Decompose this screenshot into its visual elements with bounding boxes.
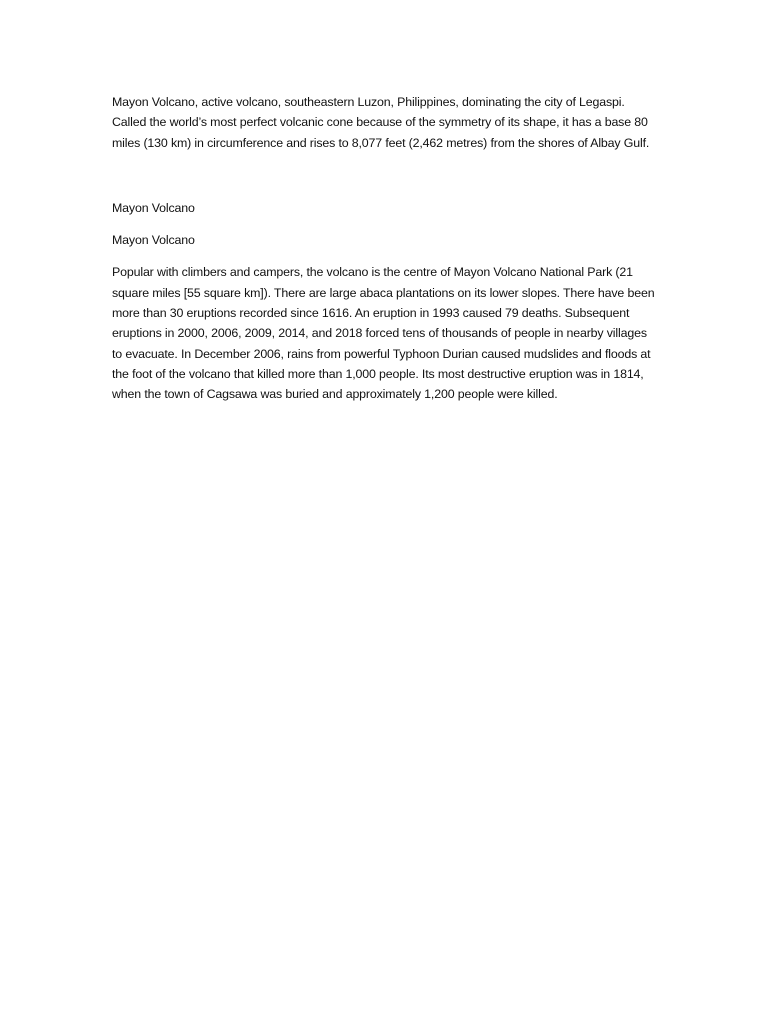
intro-paragraph: Mayon Volcano, active volcano, southeastern Luzon, Philippines, dominating the city of Legaspi. Called the world’s most perfect volcanic cone because of the symmetry of its shape, it has a base 80 miles (130 km) in circumference and rises to 8,077 feet (2,462 metres) from the shores of Albay Gulf. — [112, 95, 650, 150]
image-caption-2: Mayon Volcano — [112, 233, 195, 248]
document-body — [112, 92, 660, 405]
body-paragraph: Popular with climbers and campers, the volcano is the centre of Mayon Volcano National Park (21 square miles [55 square km]). There are large abaca plantations on its lower slopes. There have been more than 30 eruptions recorded since 1616. An eruption in 1993 caused 79 deaths. Subsequent eruptions in 2000, 2006, 2009, 2014, and 2018 forced tens of thousands of people in nearby villages to evacuate. In December 2006, rains from powerful Typhoon Durian caused mudslides and floods at the foot of the volcano that killed more than 1,000 people. Its most destructive eruption was in 1814, when the town of Cagsawa was buried and approximately 1,200 people were killed. — [112, 265, 655, 402]
image-caption-1: Mayon Volcano — [112, 200, 195, 215]
